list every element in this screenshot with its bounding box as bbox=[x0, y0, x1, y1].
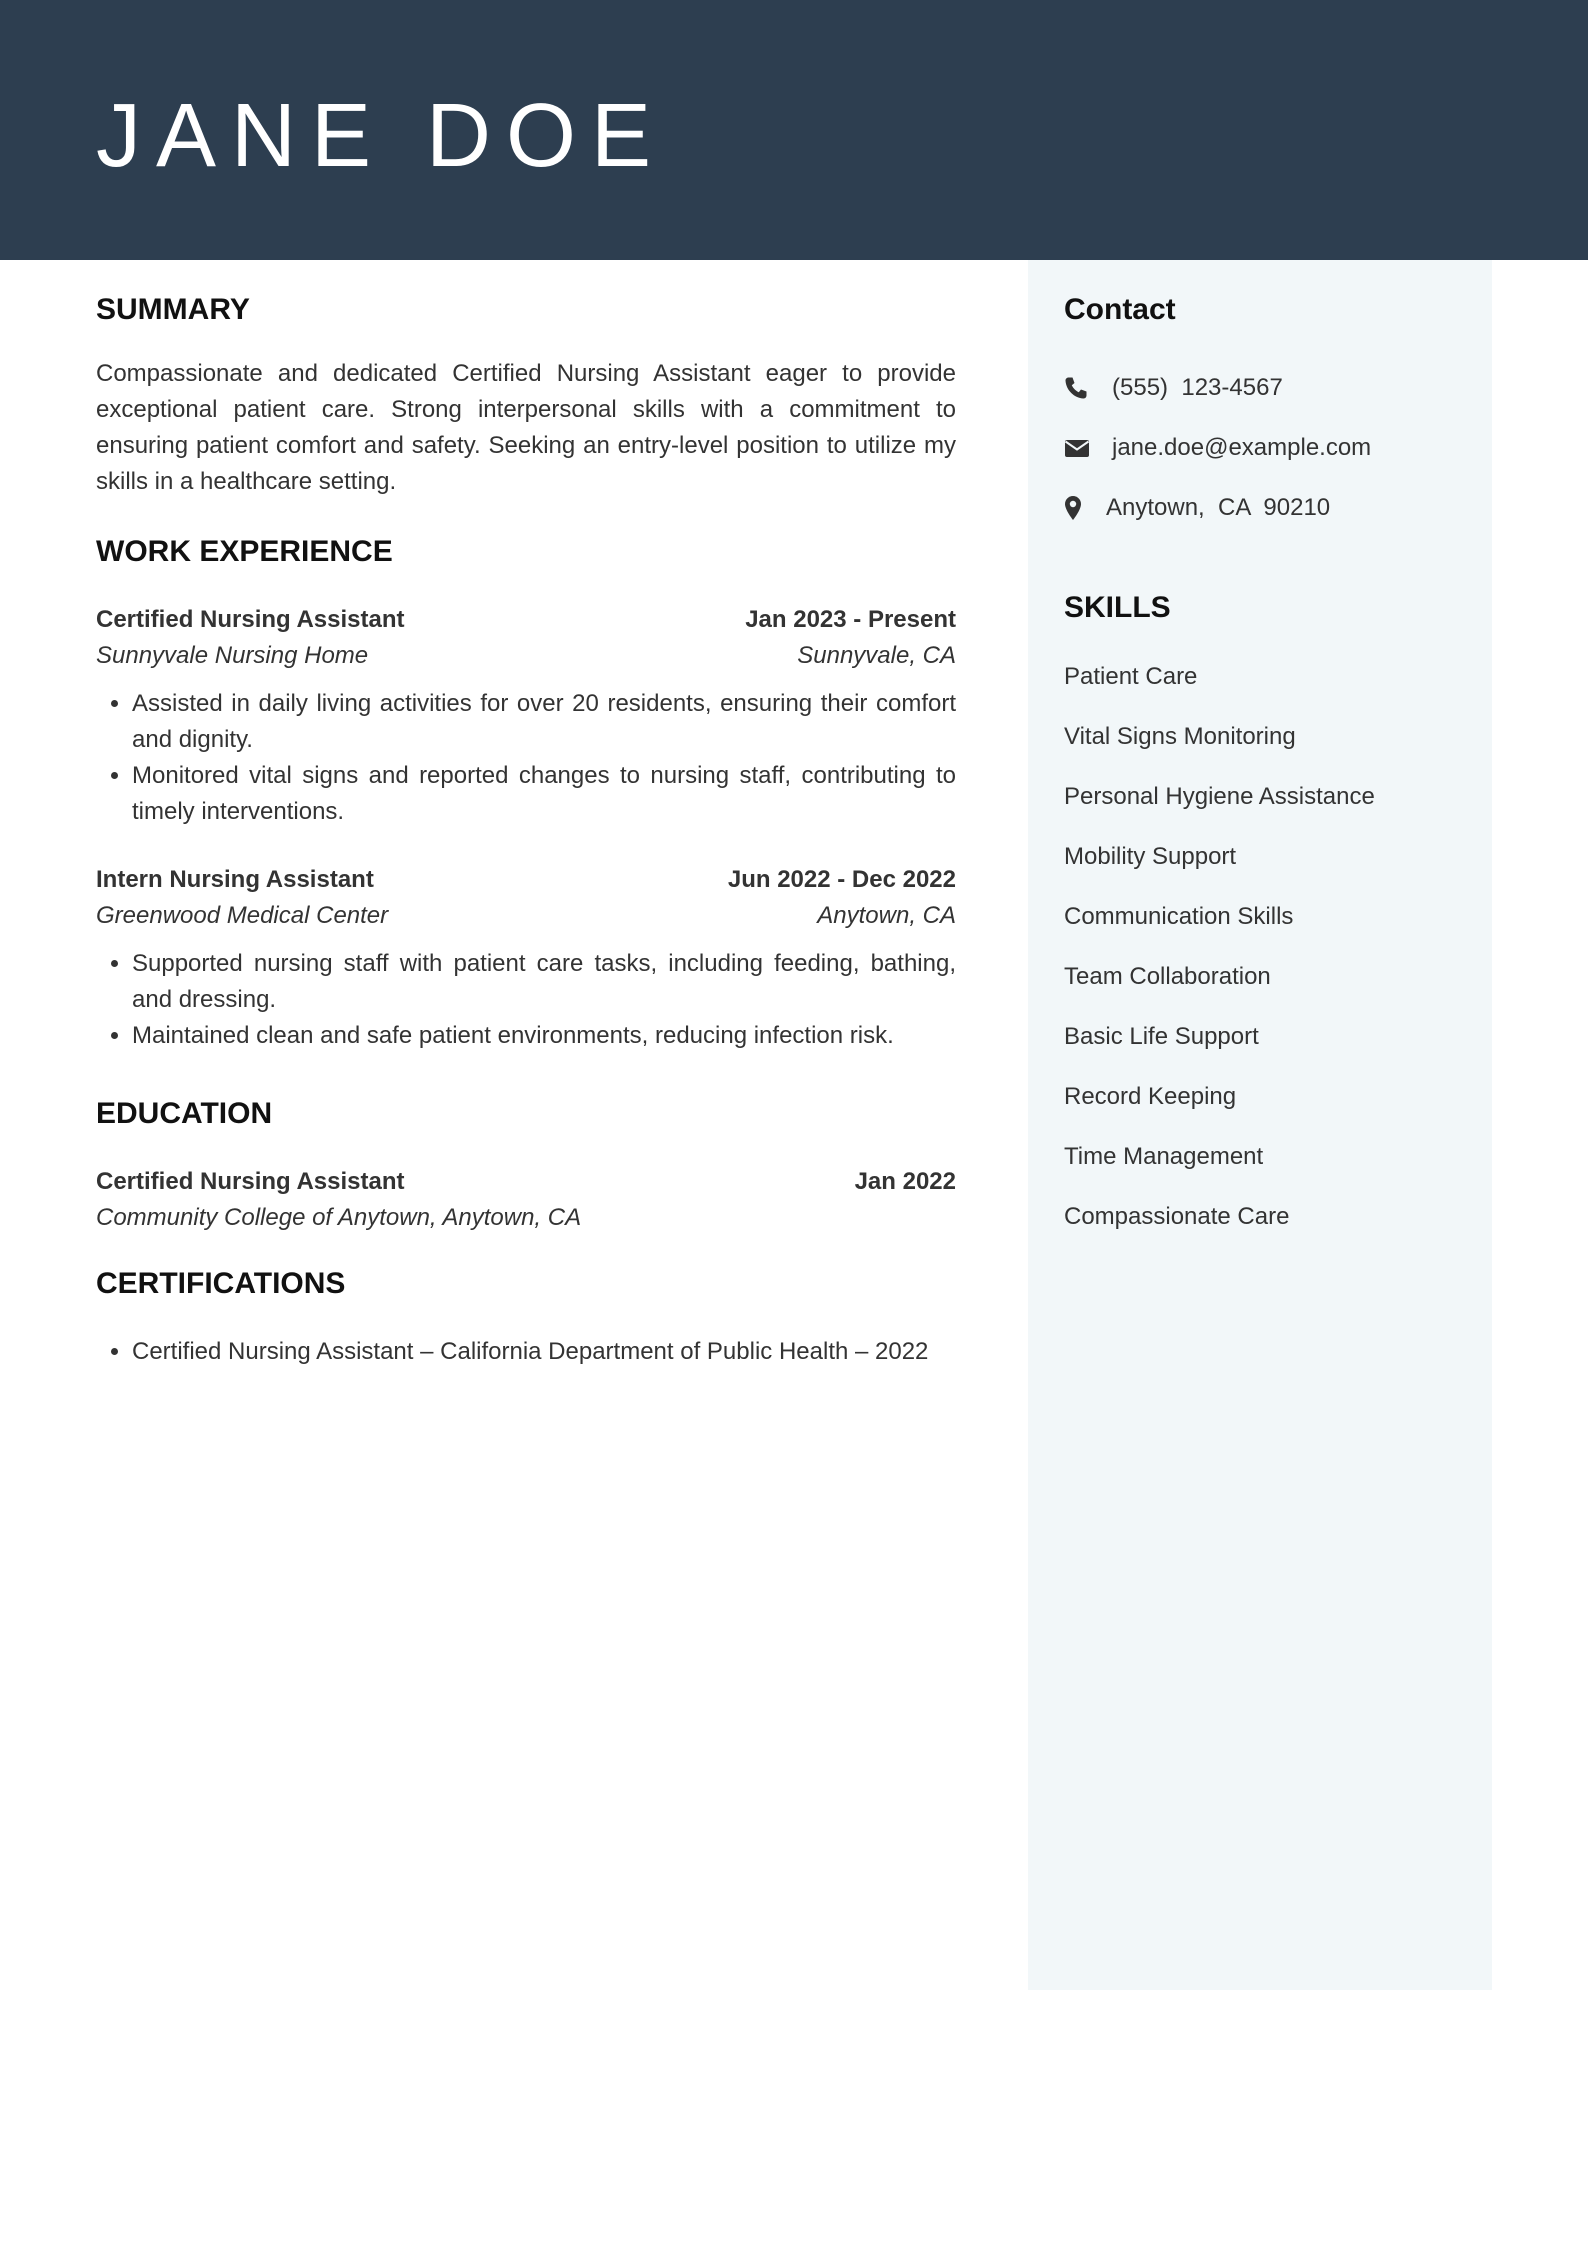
contact-email bbox=[1064, 430, 1371, 466]
education-school: Community College of Anytown, Anytown, CA bbox=[96, 1204, 582, 1231]
skill-item: Team Collaboration bbox=[1064, 963, 1271, 990]
job-location: Anytown, CA bbox=[817, 902, 956, 929]
candidate-name: JANE DOE bbox=[96, 86, 667, 186]
job-dates: Jun 2022 - Dec 2022 bbox=[727, 866, 956, 893]
list-item: • Certified Nursing Assistant – California Department of Public Health – 2022 bbox=[132, 1334, 956, 1370]
job-title: Certified Nursing Assistant bbox=[96, 606, 405, 633]
contact-address-text: Anytown, CA 90210 bbox=[1106, 494, 1331, 521]
job-bullets bbox=[96, 946, 956, 1054]
contact-address bbox=[1064, 490, 1330, 526]
skill-item: Basic Life Support bbox=[1064, 1023, 1259, 1050]
education-entry bbox=[96, 1164, 956, 1236]
skill-item: Personal Hygiene Assistance bbox=[1064, 783, 1375, 810]
list-item: • Maintained clean and safe patient environments, reducing infection risk. bbox=[132, 1018, 956, 1054]
job-entry bbox=[96, 602, 956, 830]
summary-section bbox=[96, 292, 956, 500]
contact-heading: Contact bbox=[1064, 293, 1176, 326]
summary-heading: SUMMARY bbox=[96, 293, 250, 326]
education-date: Jan 2022 bbox=[854, 1168, 956, 1195]
skill-item: Time Management bbox=[1064, 1143, 1264, 1170]
work-experience-section bbox=[96, 534, 956, 1054]
skill-item: Compassionate Care bbox=[1064, 1203, 1290, 1230]
skill-item: Vital Signs Monitoring bbox=[1064, 723, 1296, 750]
skills-list bbox=[1064, 659, 1375, 1259]
map-pin-icon bbox=[1064, 495, 1082, 521]
skill-item: Record Keeping bbox=[1064, 1083, 1237, 1110]
job-entry bbox=[96, 862, 956, 1054]
skill-item: Patient Care bbox=[1064, 663, 1198, 690]
job-bullets bbox=[96, 686, 956, 830]
education-degree: Certified Nursing Assistant bbox=[96, 1168, 405, 1195]
envelope-icon bbox=[1064, 435, 1090, 461]
job-location: Sunnyvale, CA bbox=[797, 642, 956, 669]
work-experience-heading: WORK EXPERIENCE bbox=[96, 535, 393, 568]
contact-phone-text: (555) 123-4567 bbox=[1112, 374, 1283, 401]
job-title: Intern Nursing Assistant bbox=[96, 866, 374, 893]
certifications-list bbox=[96, 1334, 956, 1370]
education-heading: EDUCATION bbox=[96, 1097, 273, 1130]
skills-heading: SKILLS bbox=[1064, 591, 1171, 624]
phone-icon bbox=[1064, 375, 1090, 401]
skill-item: Communication Skills bbox=[1064, 903, 1294, 930]
list-item: • Supported nursing staff with patient care tasks, including feeding, bathing, and dressing. bbox=[132, 946, 956, 1018]
education-section bbox=[96, 1096, 956, 1236]
list-item: • Monitored vital signs and reported changes to nursing staff, contributing to timely interventions. bbox=[132, 758, 956, 830]
sidebar bbox=[1028, 260, 1492, 1990]
summary-text: Compassionate and dedicated Certified Nursing Assistant eager to provide exceptional patient care. Strong interpersonal skills with a commitment to ensuring patient comfort and safety. Seeking an entry-level position to utilize my skills in a healthcare setting. bbox=[96, 360, 956, 495]
certifications-section bbox=[96, 1266, 956, 1370]
job-employer: Sunnyvale Nursing Home bbox=[96, 642, 369, 669]
contact-phone bbox=[1064, 370, 1283, 406]
list-item: • Assisted in daily living activities for over 20 residents, ensuring their comfort and dignity. bbox=[132, 686, 956, 758]
resume-header bbox=[0, 0, 1588, 260]
job-employer: Greenwood Medical Center bbox=[96, 902, 389, 929]
certifications-heading: CERTIFICATIONS bbox=[96, 1267, 346, 1300]
job-dates: Jan 2023 - Present bbox=[745, 606, 956, 633]
skill-item: Mobility Support bbox=[1064, 843, 1237, 870]
contact-email-text: jane.doe@example.com bbox=[1112, 434, 1372, 461]
